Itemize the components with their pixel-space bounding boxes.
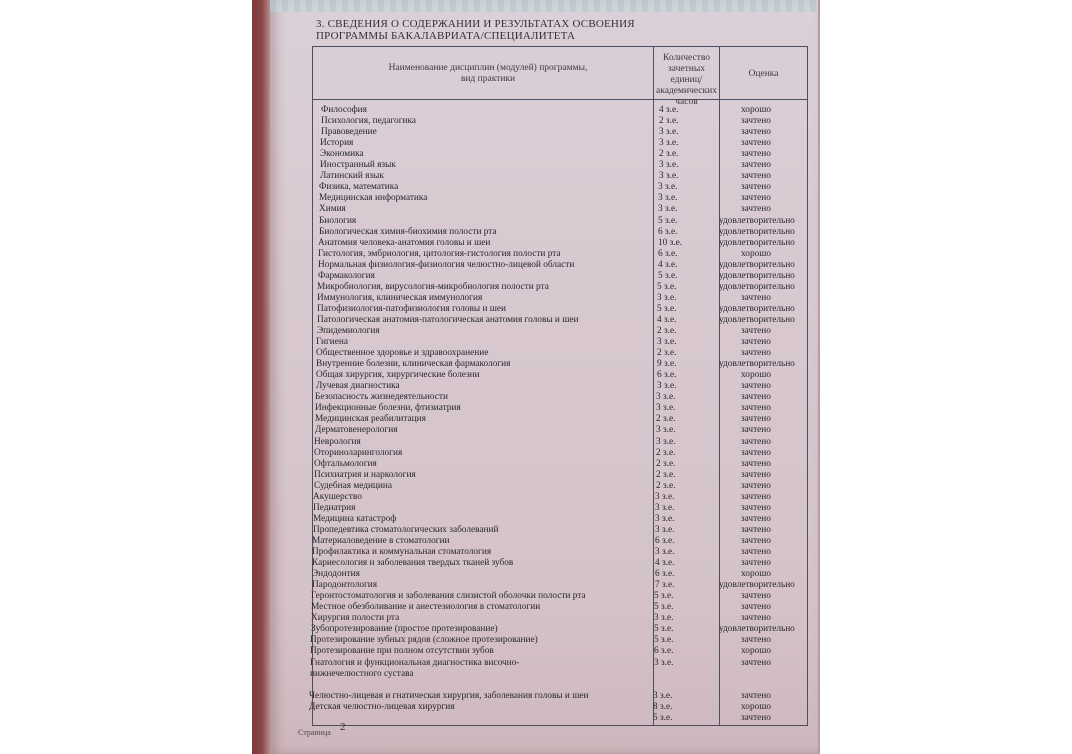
discipline-name: Безопасность жизнедеятельности bbox=[315, 392, 448, 403]
credit-units: 5 з.е. bbox=[658, 270, 678, 281]
table-row bbox=[313, 558, 807, 569]
table-row bbox=[313, 492, 807, 503]
discipline-name: Философия bbox=[321, 105, 367, 115]
grade: зачтено bbox=[741, 469, 771, 480]
credit-units: 3 з.е. bbox=[659, 138, 679, 149]
table-row bbox=[313, 448, 807, 459]
credit-units: 5 з.е. bbox=[654, 602, 674, 613]
grade: хорошо bbox=[741, 569, 772, 580]
credit-units: 3 з.е. bbox=[656, 436, 676, 447]
table-row bbox=[313, 459, 807, 470]
credit-units: 2 з.е. bbox=[659, 116, 679, 127]
grade: зачтено bbox=[741, 436, 771, 447]
credit-units: 3 з.е. bbox=[656, 403, 676, 414]
grade: хорошо bbox=[741, 701, 772, 712]
table-row bbox=[313, 149, 807, 160]
discipline-name: Профилактика и коммунальная стоматология bbox=[312, 547, 492, 557]
table-row bbox=[310, 646, 807, 657]
table-row bbox=[309, 690, 807, 702]
discipline-name: Педиатрия bbox=[313, 502, 356, 513]
grade: зачтено bbox=[741, 292, 771, 303]
table-row bbox=[313, 293, 807, 304]
table-row bbox=[313, 624, 807, 635]
credit-units: 6 з.е. bbox=[655, 569, 675, 580]
grade: удовлетворительно bbox=[719, 359, 795, 370]
table-row bbox=[313, 193, 807, 204]
credit-units: 3 з.е. bbox=[655, 513, 675, 524]
discipline-name: Офтальмология bbox=[314, 458, 377, 469]
discipline-name: Неврология bbox=[314, 436, 361, 447]
discipline-name: Внутренние болезни, клиническая фармакология bbox=[316, 359, 511, 370]
table-row bbox=[310, 657, 807, 669]
grade: хорошо bbox=[741, 105, 772, 115]
discipline-name: Физика, математика bbox=[319, 182, 399, 193]
table-row bbox=[313, 348, 807, 359]
discipline-name: Эпидемиология bbox=[317, 326, 380, 336]
credit-units: 2 з.е. bbox=[659, 149, 679, 160]
header-grade: Оценка bbox=[748, 69, 779, 79]
table-row bbox=[313, 547, 807, 558]
section-title bbox=[316, 18, 636, 42]
credit-units: 10 з.е. bbox=[658, 237, 683, 248]
table-row bbox=[313, 680, 807, 691]
discipline-name: Челюстно-лицевая и гнатическая хирургия, заболевания головы и шеи bbox=[309, 690, 589, 701]
discipline-name: Иностранный язык bbox=[320, 160, 396, 171]
section-title-line-1: 3. СВЕДЕНИЯ О СОДЕРЖАНИИ И РЕЗУЛЬТАТАХ ОСВОЕНИЯ bbox=[316, 18, 635, 30]
grade: зачтено bbox=[741, 613, 771, 624]
table-row bbox=[313, 271, 807, 282]
table-row bbox=[313, 138, 807, 149]
credit-units: 3 з.е. bbox=[655, 547, 675, 557]
discipline-name: Медицинская информатика bbox=[319, 193, 428, 204]
grade: зачтено bbox=[741, 524, 771, 535]
credit-units: 3 з.е. bbox=[657, 337, 677, 348]
credit-units: 5 з.е. bbox=[654, 591, 674, 602]
grade: удовлетворительно bbox=[719, 259, 795, 270]
grade: зачтено bbox=[741, 635, 771, 646]
discipline-name: Патофизиология-патофизиология головы и шеи bbox=[317, 303, 507, 314]
discipline-name: Гнатология и функциональная диагностика височно- bbox=[310, 657, 520, 668]
table-row bbox=[313, 116, 807, 127]
table-row bbox=[313, 569, 807, 580]
credit-units: 6 з.е. bbox=[655, 535, 675, 546]
document-sheet bbox=[270, 0, 818, 754]
credit-units: 5 з.е. bbox=[654, 635, 674, 646]
table-row bbox=[313, 249, 807, 260]
grade: зачтено bbox=[741, 337, 771, 348]
footer-page-number: 2 bbox=[340, 721, 346, 733]
credit-units: 3 з.е. bbox=[654, 657, 674, 668]
grade: удовлетворительно bbox=[719, 237, 795, 248]
credit-units: 3 з.е. bbox=[658, 193, 678, 204]
grade: удовлетворительно bbox=[719, 270, 795, 281]
header-discipline: Наименование дисциплин (модулей) программы, вид практики bbox=[388, 63, 588, 84]
grade: зачтено bbox=[741, 602, 771, 613]
discipline-name: Гигиена bbox=[316, 337, 349, 348]
discipline-name: Микробиология, вирусология-микробиология полости рта bbox=[317, 281, 549, 292]
disciplines-table bbox=[309, 46, 808, 726]
table-row bbox=[313, 160, 807, 171]
grade: зачтено bbox=[741, 513, 771, 524]
grade: зачтено bbox=[741, 171, 771, 182]
grade: зачтено bbox=[741, 447, 771, 458]
credit-units: 3 з.е. bbox=[658, 182, 678, 193]
grade: зачтено bbox=[741, 160, 771, 171]
grade: зачтено bbox=[741, 127, 771, 138]
discipline-name: Геронтостоматология и заболевания слизистой оболочки полости рта bbox=[311, 591, 586, 602]
section-title-line-2: ПРОГРАММЫ БАКАЛАВРИАТА/СПЕЦИАЛИТЕТА bbox=[316, 30, 576, 42]
credit-units: 3 з.е. bbox=[655, 491, 675, 502]
discipline-name: Экономика bbox=[320, 149, 364, 160]
grade: зачтено bbox=[741, 182, 771, 193]
credit-units: 2 з.е. bbox=[656, 414, 676, 425]
grade: зачтено bbox=[741, 381, 771, 392]
credit-units: 5 з.е. bbox=[657, 303, 677, 314]
credit-units: 2 з.е. bbox=[656, 458, 676, 469]
discipline-name: Акушерство bbox=[313, 491, 362, 502]
grade: зачтено bbox=[741, 116, 771, 127]
discipline-name: Инфекционные болезни, фтизиатрия bbox=[315, 403, 461, 414]
grade: зачтено bbox=[741, 204, 771, 215]
table-row bbox=[313, 171, 807, 182]
table-row bbox=[313, 437, 807, 448]
grade: удовлетворительно bbox=[719, 226, 795, 237]
credit-units: 5 з.е. bbox=[658, 215, 678, 226]
credit-units: 4 з.е. bbox=[658, 259, 678, 270]
grade: зачтено bbox=[741, 425, 771, 436]
discipline-name: Пародонтология bbox=[312, 580, 378, 591]
header-divider bbox=[313, 99, 807, 100]
discipline-name: Пропедевтика стоматологических заболеваний bbox=[313, 524, 499, 535]
table-row bbox=[313, 370, 807, 381]
grade: зачтено bbox=[741, 502, 771, 513]
credit-units: 3 з.е. bbox=[658, 204, 678, 215]
credit-units: 3 з.е. bbox=[655, 524, 675, 535]
credit-units: 6 з.е. bbox=[658, 226, 678, 237]
discipline-name: Фармакология bbox=[318, 270, 375, 281]
discipline-name: Биология bbox=[319, 215, 357, 226]
discipline-name: Психиатрия и наркология bbox=[314, 469, 416, 480]
grade: удовлетворительно bbox=[719, 303, 795, 314]
grade: зачтено bbox=[741, 657, 771, 668]
discipline-name: Медицинская реабилитация bbox=[315, 414, 426, 425]
credit-units: 3 з.е. bbox=[654, 613, 674, 624]
grade: удовлетворительно bbox=[719, 215, 795, 226]
credit-units: 5 з.е. bbox=[657, 281, 677, 292]
table-row bbox=[310, 668, 807, 680]
discipline-name: Оториноларингология bbox=[314, 447, 403, 458]
discipline-name: Правоведение bbox=[321, 127, 377, 138]
discipline-name: Лучевая диагностика bbox=[316, 381, 400, 392]
discipline-name: Гистология, эмбриология, цитология-гистология полости рта bbox=[318, 248, 561, 259]
table-row bbox=[313, 470, 807, 481]
table-row bbox=[313, 304, 807, 315]
discipline-name: Эндодонтия bbox=[312, 569, 360, 580]
grade: зачтено bbox=[741, 558, 771, 569]
discipline-name: Общественное здоровье и здравоохранение bbox=[316, 348, 489, 359]
discipline-name: Биологическая химия-биохимия полости рта bbox=[319, 226, 497, 237]
grade: зачтено bbox=[741, 690, 771, 701]
table-row bbox=[313, 227, 807, 238]
credit-units: 3 з.е. bbox=[657, 381, 677, 392]
credit-units: 6 з.е. bbox=[654, 646, 674, 657]
discipline-name: Кариесология и заболевания твердых тканей зубов bbox=[312, 558, 514, 569]
credit-units: 3 з.е. bbox=[659, 171, 679, 182]
discipline-name: Общая хирургия, хирургические болезни bbox=[316, 370, 480, 381]
grade: зачтено bbox=[741, 491, 771, 502]
table-row bbox=[313, 602, 807, 613]
discipline-name: Медицина катастроф bbox=[313, 513, 397, 524]
grade: хорошо bbox=[741, 370, 772, 381]
grade: зачтено bbox=[741, 458, 771, 469]
credit-units: 3 з.е. bbox=[659, 127, 679, 138]
discipline-name: Нормальная физиология-физиология челюстно-лицевой области bbox=[318, 259, 575, 270]
table-row bbox=[313, 580, 807, 591]
credit-units: 6 з.е. bbox=[657, 370, 677, 381]
table-row bbox=[313, 337, 807, 348]
table-row bbox=[313, 591, 807, 602]
table-row bbox=[313, 503, 807, 514]
grade: хорошо bbox=[741, 646, 772, 657]
credit-units: 4 з.е. bbox=[659, 105, 679, 115]
credit-units: 5 з.е. bbox=[653, 712, 673, 723]
grade: зачтено bbox=[741, 547, 771, 557]
credit-units: 3 з.е. bbox=[656, 425, 676, 436]
table-row bbox=[313, 536, 807, 547]
footer-page-label: Страница bbox=[298, 728, 331, 737]
discipline-name: Местное обезболивание и анестезиология в стоматологии bbox=[311, 602, 541, 613]
table-row bbox=[313, 514, 807, 525]
grade: удовлетворительно bbox=[719, 624, 795, 635]
credit-units: 3 з.е. bbox=[659, 160, 679, 171]
grade: хорошо bbox=[741, 248, 772, 259]
credit-units: 2 з.е. bbox=[656, 447, 676, 458]
table-row bbox=[313, 359, 807, 370]
table-row bbox=[313, 282, 807, 293]
discipline-name: Дерматовенерология bbox=[315, 425, 398, 436]
grade: зачтено bbox=[741, 326, 771, 336]
discipline-name: Психология, педагогика bbox=[321, 116, 416, 127]
discipline-name: Хирургия полости рта bbox=[311, 613, 400, 624]
table-row bbox=[313, 414, 807, 425]
table-row bbox=[313, 127, 807, 138]
grade: зачтено bbox=[741, 149, 771, 160]
credit-units: 2 з.е. bbox=[656, 469, 676, 480]
grade: удовлетворительно bbox=[719, 314, 795, 325]
discipline-name: нижнечелюстного сустава bbox=[310, 668, 414, 679]
grade: зачтено bbox=[741, 193, 771, 204]
grade: зачтено bbox=[741, 535, 771, 546]
table-row bbox=[313, 238, 807, 249]
credit-units: 4 з.е. bbox=[657, 314, 677, 325]
grade: зачтено bbox=[741, 403, 771, 414]
credit-units: 3 з.е. bbox=[656, 392, 676, 403]
header-units: Количество зачетных единиц/ академических часов bbox=[656, 53, 717, 107]
table-row bbox=[313, 315, 807, 326]
discipline-name: Химия bbox=[319, 204, 346, 215]
table-row bbox=[313, 425, 807, 436]
credit-units: 2 з.е. bbox=[657, 326, 677, 336]
grade: удовлетворительно bbox=[719, 580, 795, 591]
credit-units: 3 з.е. bbox=[657, 292, 677, 303]
table-row bbox=[313, 613, 807, 624]
discipline-name: Латинский язык bbox=[320, 171, 384, 182]
grade: зачтено bbox=[741, 392, 771, 403]
credit-units: 7 з.е. bbox=[655, 580, 675, 591]
table-row bbox=[313, 481, 807, 492]
grade: удовлетворительно bbox=[719, 281, 795, 292]
credit-units: 5 з.е. bbox=[654, 624, 674, 635]
discipline-name: История bbox=[320, 138, 354, 149]
credit-units: 3 з.е. bbox=[653, 690, 673, 701]
credit-units: 6 з.е. bbox=[658, 248, 678, 259]
table-row bbox=[309, 701, 807, 713]
table-row bbox=[313, 392, 807, 403]
discipline-name: Детская челюстно-лицевая хирургия bbox=[309, 701, 455, 712]
grade: зачтено bbox=[741, 480, 771, 491]
discipline-name: Протезирование при полном отсутствии зубов bbox=[310, 646, 494, 657]
discipline-name: Материаловедение в стоматологии bbox=[312, 535, 450, 546]
grade: зачтено bbox=[741, 591, 771, 602]
discipline-name: Анатомия человека-анатомия головы и шеи bbox=[318, 237, 491, 248]
table-row bbox=[313, 260, 807, 271]
credit-units: 9 з.е. bbox=[657, 359, 677, 370]
table-row bbox=[313, 204, 807, 215]
credit-units: 4 з.е. bbox=[655, 558, 675, 569]
table-row bbox=[313, 403, 807, 414]
table-row bbox=[310, 635, 807, 646]
credit-units: 8 з.е. bbox=[653, 701, 673, 712]
credit-units: 2 з.е. bbox=[657, 348, 677, 359]
table-row bbox=[313, 381, 807, 392]
credit-units: 2 з.е. bbox=[656, 480, 676, 491]
grade: зачтено bbox=[741, 348, 771, 359]
table-row bbox=[313, 182, 807, 193]
top-decorative-strip bbox=[270, 0, 818, 12]
discipline-name: Иммунология, клиническая иммунология bbox=[317, 292, 483, 303]
grade: зачтено bbox=[741, 138, 771, 149]
discipline-name: Зубопротезирование (простое протезирование) bbox=[311, 624, 498, 635]
grade: зачтено bbox=[741, 414, 771, 425]
discipline-name: Патологическая анатомия-патологическая анатомия головы и шеи bbox=[317, 314, 579, 325]
table-row bbox=[313, 216, 807, 227]
discipline-name: Протезирование зубных рядов (сложное протезирование) bbox=[310, 635, 538, 646]
table-row bbox=[313, 105, 807, 116]
table-row bbox=[313, 525, 807, 536]
credit-units: 3 з.е. bbox=[655, 502, 675, 513]
table-row bbox=[313, 713, 807, 724]
grade: зачтено bbox=[741, 712, 771, 723]
discipline-name: Судебная медицина bbox=[314, 480, 392, 491]
table-row bbox=[313, 326, 807, 337]
